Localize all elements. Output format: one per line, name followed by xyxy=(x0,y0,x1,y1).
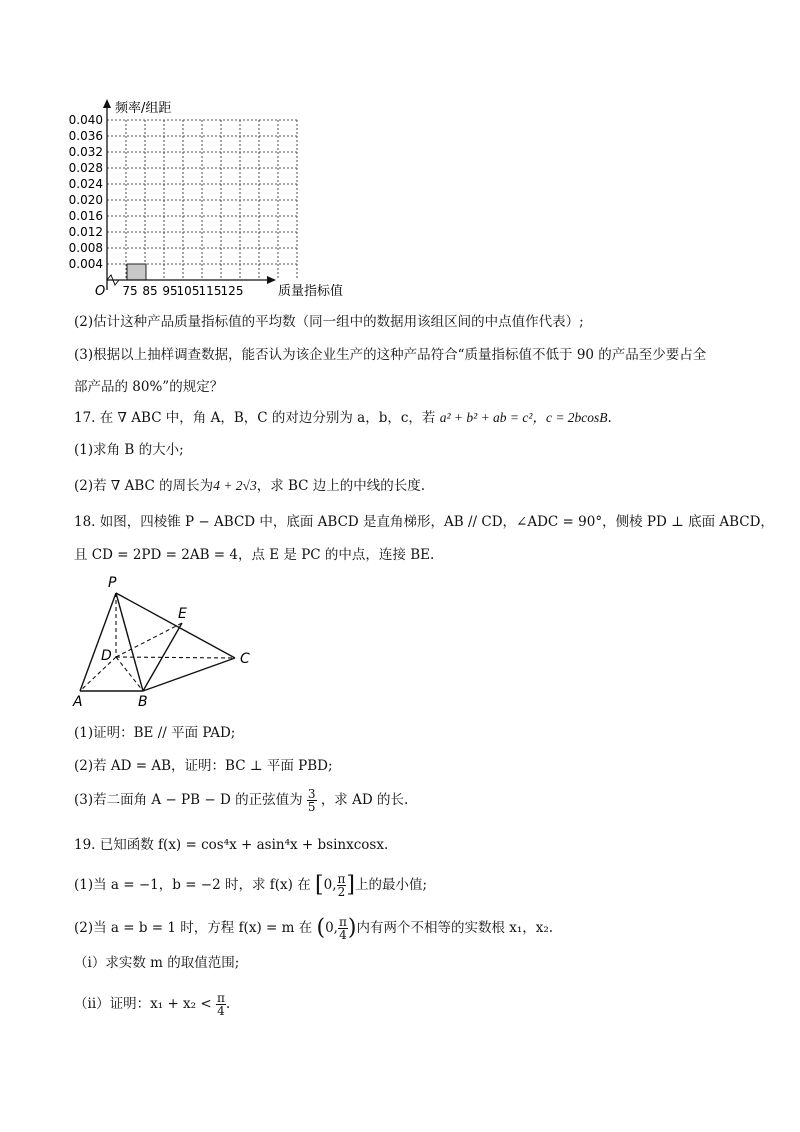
q18-part2: (2)若 AD = AB，证明：BC ⊥ 平面 PBD; xyxy=(74,758,333,774)
perimeter-value: 4 + 2√3 xyxy=(213,478,257,493)
histogram-bar xyxy=(127,264,146,280)
label-B: B xyxy=(138,694,148,708)
q18-stem-line1: 18. 如图，四棱锥 P − ABCD 中，底面 ABCD 是直角梯形，AB // CD，∠ADC = 90°，侧棱 PD ⊥ 底面 ABCD， xyxy=(74,514,774,530)
y-tick-label: 0.024 xyxy=(68,177,103,191)
x-tick-label: 115 xyxy=(198,284,222,298)
q19-part2-i: （i）求实数 m 的取值范围; xyxy=(74,955,240,971)
pi-over-2: $\frac{\pi}{2}$ xyxy=(337,872,346,899)
label-A: A xyxy=(73,694,83,708)
label-D: D xyxy=(101,648,112,664)
y-tick-label: 0.040 xyxy=(68,113,103,127)
x-tick-label: 105 xyxy=(176,284,200,298)
y-tick-label: 0.032 xyxy=(68,145,103,159)
chart-bars xyxy=(127,264,146,280)
x-axis-arrow xyxy=(267,276,276,284)
y-axis-label: 频率/组距 xyxy=(115,101,172,116)
x-axis-label: 质量指标值 xyxy=(278,284,344,299)
x-tick-labels xyxy=(122,284,243,298)
q17-equation: a² + b² + ab = c²，c = 2bcosB xyxy=(439,410,608,425)
y-tick-label: 0.012 xyxy=(68,225,103,239)
q18-stem-line2: 且 CD = 2PD = 2AB = 4，点 E 是 PC 的中点，连接 BE. xyxy=(74,547,435,563)
sine-value-fraction: $\frac{3}{5}$ xyxy=(307,787,316,814)
x-tick-label: 75 xyxy=(122,284,138,298)
q18-part1: (1)证明：BE // 平面 PAD; xyxy=(74,725,236,741)
chart-grid xyxy=(107,120,297,280)
y-tick-labels xyxy=(69,113,103,271)
q19-part2-ii: （ii）证明：x₁ + x₂ < $\frac{\pi}{4}$ . xyxy=(74,991,231,1018)
label-C: C xyxy=(240,651,250,667)
y-tick-label: 0.020 xyxy=(68,193,103,207)
pyramid-figure xyxy=(70,573,270,708)
label-P: P xyxy=(108,575,117,591)
origin-label: O xyxy=(95,284,106,299)
q16-part3-line1: (3)根据以上抽样调查数据，能否认为该企业生产的这种产品符合“质量指标值不低于 90 的产品至少要占全 xyxy=(74,347,707,363)
q17-part2: (2)若 ∇ ABC 的周长为4 + 2√3，求 BC 边上的中线的长度. xyxy=(74,478,426,494)
y-tick-label: 0.016 xyxy=(68,209,103,223)
q19-stem: 19. 已知函数 f(x) = cos⁴x + asin⁴x + bsinxcosx. xyxy=(74,837,389,853)
x-tick-label: 85 xyxy=(142,284,158,298)
y-tick-label: 0.028 xyxy=(68,161,103,175)
y-tick-label: 0.036 xyxy=(68,129,103,143)
label-E: E xyxy=(178,606,187,622)
histogram-chart xyxy=(60,95,380,305)
x-tick-label: 125 xyxy=(220,284,244,298)
q17-stem: 17. 在 ∇ ABC 中，角 A，B，C 的对边分别为 a，b，c，若 a² + b² + ab = c²，c = 2bcosB. xyxy=(74,410,612,426)
pi-over-4-bound: $\frac{\pi}{4}$ xyxy=(216,991,225,1018)
q17-part1: (1)求角 B 的大小; xyxy=(74,442,184,458)
q16-part3-line2: 部产品的 80%”的规定？ xyxy=(74,379,224,395)
q19-part2: (2)当 a = b = 1 时，方程 f(x) = m 在 (0, $\frac{\pi}{4}$ )内有两个不相等的实数根 x₁，x₂. xyxy=(74,915,554,942)
pi-over-4: $\frac{\pi}{4}$ xyxy=(338,915,347,942)
y-axis-arrow xyxy=(103,99,111,108)
x-tick-label: 95 xyxy=(162,284,178,298)
q19-part1: (1)当 a = −1，b = −2 时，求 f(x) 在 [0, $\frac{\pi}{2}$ ]上的最小值; xyxy=(74,872,428,899)
y-tick-label: 0.008 xyxy=(68,241,103,255)
q16-part2: (2)估计这种产品质量指标值的平均数（同一组中的数据用该组区间的中点值作代表）; xyxy=(74,314,584,330)
y-tick-label: 0.004 xyxy=(68,257,103,271)
q18-part3: (3)若二面角 A − PB − D 的正弦值为 $\frac{3}{5}$ ，求 AD 的长. xyxy=(74,787,409,814)
